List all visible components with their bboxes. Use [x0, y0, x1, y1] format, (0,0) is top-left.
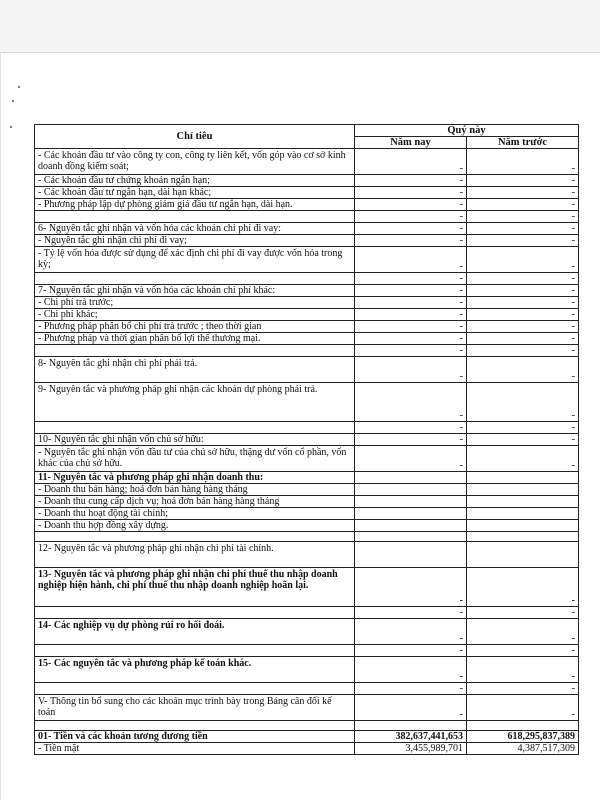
value-nam-nay	[355, 508, 467, 520]
value-nam-truoc: -	[467, 175, 579, 187]
value-nam-nay: -	[355, 383, 467, 422]
row-label: - Phương pháp phân bổ chi phí trả trước ; theo thời gian	[35, 321, 355, 333]
row-label: 7- Nguyên tắc ghi nhận và vốn hóa các khoản chi phí khác:	[35, 285, 355, 297]
value-nam-nay: -	[355, 247, 467, 273]
table-row	[35, 472, 579, 484]
value-nam-truoc: -	[467, 199, 579, 211]
table-row	[35, 532, 579, 542]
value-nam-truoc: -	[467, 285, 579, 297]
value-nam-nay	[355, 520, 467, 532]
value-nam-nay	[355, 484, 467, 496]
table-row	[35, 743, 579, 755]
value-nam-truoc: -	[467, 568, 579, 607]
value-nam-truoc: -	[467, 187, 579, 199]
value-nam-truoc: -	[467, 297, 579, 309]
value-nam-truoc: -	[467, 434, 579, 446]
value-nam-truoc	[467, 496, 579, 508]
value-nam-truoc	[467, 721, 579, 731]
table-row	[35, 235, 579, 247]
row-label: - Các khoản đầu tư vào công ty con, công ty liên kết, vốn góp vào cơ sở kinh doanh đồng kiểm soát;	[35, 149, 355, 175]
table-row	[35, 321, 579, 333]
value-nam-truoc: -	[467, 247, 579, 273]
row-label: - Phương pháp và thời gian phân bổ lợi thế thương mại.	[35, 333, 355, 345]
row-label: 10- Nguyên tắc ghi nhận vốn chủ sở hữu:	[35, 434, 355, 446]
value-nam-truoc: -	[467, 309, 579, 321]
value-nam-truoc: -	[467, 321, 579, 333]
value-nam-truoc: -	[467, 619, 579, 645]
value-nam-nay	[355, 472, 467, 484]
table-row	[35, 731, 579, 743]
value-nam-truoc: -	[467, 333, 579, 345]
table-row	[35, 187, 579, 199]
row-label	[35, 683, 355, 695]
value-nam-nay	[355, 542, 467, 568]
value-nam-nay	[355, 496, 467, 508]
row-label: 12- Nguyên tắc và phương pháp ghi nhận chi phí tài chính.	[35, 542, 355, 568]
table-row	[35, 484, 579, 496]
row-label: - Doanh thu hoạt động tài chính;	[35, 508, 355, 520]
value-nam-truoc	[467, 472, 579, 484]
table-row	[35, 273, 579, 285]
header-quy-nay: Quý này	[355, 125, 579, 137]
table-row	[35, 175, 579, 187]
table-row	[35, 247, 579, 273]
row-label	[35, 645, 355, 657]
row-label: 9- Nguyên tắc và phương pháp ghi nhận các khoản dự phòng phải trả.	[35, 383, 355, 422]
row-label: - Doanh thu hợp đồng xây dựng.	[35, 520, 355, 532]
value-nam-nay	[355, 532, 467, 542]
value-nam-truoc: -	[467, 149, 579, 175]
value-nam-nay: -	[355, 235, 467, 247]
header-chi-tieu: Chỉ tiêu	[35, 125, 355, 149]
table-row	[35, 422, 579, 434]
table-row	[35, 619, 579, 645]
row-label: - Chi phí trả trước;	[35, 297, 355, 309]
row-label	[35, 721, 355, 731]
viewer-top-divider	[0, 52, 600, 53]
table-row	[35, 645, 579, 657]
value-nam-nay: -	[355, 149, 467, 175]
row-label	[35, 422, 355, 434]
value-nam-nay: -	[355, 309, 467, 321]
page-left-edge	[0, 53, 1, 800]
value-nam-truoc: -	[467, 645, 579, 657]
table-row	[35, 508, 579, 520]
value-nam-nay: -	[355, 333, 467, 345]
row-label: - Chi phí khác;	[35, 309, 355, 321]
table-row	[35, 721, 579, 731]
table-row	[35, 309, 579, 321]
row-label: 11- Nguyên tắc và phương pháp ghi nhận doanh thu:	[35, 472, 355, 484]
row-label: 13- Nguyên tắc và phương pháp ghi nhận chi phí thuế thu nhập doanh nghiệp hiện hành, chi phí thuế thu nhập doanh nghiệp hoãn lại.	[35, 568, 355, 607]
value-nam-truoc	[467, 532, 579, 542]
row-label: - Tiền mặt	[35, 743, 355, 755]
row-label	[35, 607, 355, 619]
notes-table	[34, 124, 579, 755]
scan-speck	[12, 100, 14, 102]
row-label: 15- Các nguyên tắc và phương pháp kế toán khác.	[35, 657, 355, 683]
header-nam-truoc: Năm trước	[467, 137, 579, 149]
scan-speck	[10, 126, 12, 128]
value-nam-nay: -	[355, 357, 467, 383]
row-label: - Các khoản đầu tư chứng khoán ngắn hạn;	[35, 175, 355, 187]
table-row	[35, 446, 579, 472]
row-label	[35, 211, 355, 223]
row-label: V- Thông tin bổ sung cho các khoản mục trình bày trong Bảng cân đối kế toán	[35, 695, 355, 721]
table-row	[35, 285, 579, 297]
table-row	[35, 520, 579, 532]
value-nam-truoc: -	[467, 383, 579, 422]
value-nam-nay: -	[355, 568, 467, 607]
value-nam-nay: -	[355, 345, 467, 357]
row-label: - Doanh thu cung cấp dịch vụ; hoá đơn bán hàng hàng tháng	[35, 496, 355, 508]
notes-table-body	[35, 149, 579, 755]
table-row	[35, 695, 579, 721]
value-nam-nay: 3,455,989,701	[355, 743, 467, 755]
row-label: - Nguyên tắc ghi nhận chi phí đi vay;	[35, 235, 355, 247]
row-label: 6- Nguyên tắc ghi nhận và vốn hóa các khoản chi phí đi vay:	[35, 223, 355, 235]
value-nam-truoc: -	[467, 235, 579, 247]
value-nam-nay: -	[355, 187, 467, 199]
table-row	[35, 357, 579, 383]
row-label	[35, 273, 355, 285]
viewer-top-band	[0, 0, 600, 52]
value-nam-truoc: 4,387,517,309	[467, 743, 579, 755]
row-label: - Doanh thu bán hàng; hoá đơn bán hàng hàng tháng	[35, 484, 355, 496]
row-label: - Nguyên tắc ghi nhận vốn đầu tư của chủ sở hữu, thặng dư vốn cổ phần, vốn khác của chủ sở hữu.	[35, 446, 355, 472]
table-row	[35, 199, 579, 211]
value-nam-truoc	[467, 520, 579, 532]
value-nam-truoc: -	[467, 657, 579, 683]
table-row	[35, 607, 579, 619]
value-nam-nay: -	[355, 619, 467, 645]
value-nam-truoc: -	[467, 607, 579, 619]
table-row	[35, 568, 579, 607]
table-row	[35, 542, 579, 568]
row-label: - Tỷ lệ vốn hóa được sử dụng để xác định chi phí đi vay được vốn hóa trong kỳ;	[35, 247, 355, 273]
value-nam-nay: -	[355, 695, 467, 721]
row-label: - Phương pháp lập dự phòng giảm giá đầu tư ngắn hạn, dài hạn.	[35, 199, 355, 211]
table-row	[35, 223, 579, 235]
table-row	[35, 149, 579, 175]
value-nam-truoc: -	[467, 357, 579, 383]
row-label	[35, 345, 355, 357]
table-row	[35, 657, 579, 683]
value-nam-nay: -	[355, 683, 467, 695]
value-nam-nay: -	[355, 657, 467, 683]
value-nam-truoc	[467, 542, 579, 568]
table-row	[35, 383, 579, 422]
value-nam-truoc	[467, 484, 579, 496]
value-nam-nay: -	[355, 285, 467, 297]
value-nam-truoc	[467, 508, 579, 520]
scan-speck	[18, 86, 20, 88]
row-label	[35, 532, 355, 542]
value-nam-nay: -	[355, 434, 467, 446]
table-row	[35, 333, 579, 345]
value-nam-nay: -	[355, 211, 467, 223]
value-nam-truoc: -	[467, 223, 579, 235]
row-label: 01- Tiền và các khoản tương đương tiền	[35, 731, 355, 743]
value-nam-nay: -	[355, 321, 467, 333]
table-row	[35, 297, 579, 309]
value-nam-truoc: -	[467, 422, 579, 434]
value-nam-truoc: -	[467, 211, 579, 223]
value-nam-nay: -	[355, 175, 467, 187]
row-label: 8- Nguyên tắc ghi nhận chi phí phải trả.	[35, 357, 355, 383]
value-nam-nay: -	[355, 607, 467, 619]
header-nam-nay: Năm nay	[355, 137, 467, 149]
value-nam-nay: -	[355, 273, 467, 285]
table-row	[35, 434, 579, 446]
value-nam-truoc: 618,295,837,389	[467, 731, 579, 743]
row-label: - Các khoản đầu tư ngắn hạn, dài hạn khác;	[35, 187, 355, 199]
table-row	[35, 211, 579, 223]
value-nam-truoc: -	[467, 695, 579, 721]
value-nam-nay: -	[355, 199, 467, 211]
value-nam-nay: -	[355, 446, 467, 472]
table-row	[35, 345, 579, 357]
value-nam-truoc: -	[467, 446, 579, 472]
value-nam-nay: -	[355, 645, 467, 657]
row-label: 14- Các nghiệp vụ dự phòng rủi ro hối đoái.	[35, 619, 355, 645]
value-nam-nay: 382,637,441,653	[355, 731, 467, 743]
value-nam-nay: -	[355, 223, 467, 235]
value-nam-nay: -	[355, 297, 467, 309]
value-nam-nay: -	[355, 422, 467, 434]
value-nam-nay	[355, 721, 467, 731]
value-nam-truoc: -	[467, 345, 579, 357]
value-nam-truoc: -	[467, 683, 579, 695]
table-row	[35, 496, 579, 508]
table-row	[35, 683, 579, 695]
value-nam-truoc: -	[467, 273, 579, 285]
